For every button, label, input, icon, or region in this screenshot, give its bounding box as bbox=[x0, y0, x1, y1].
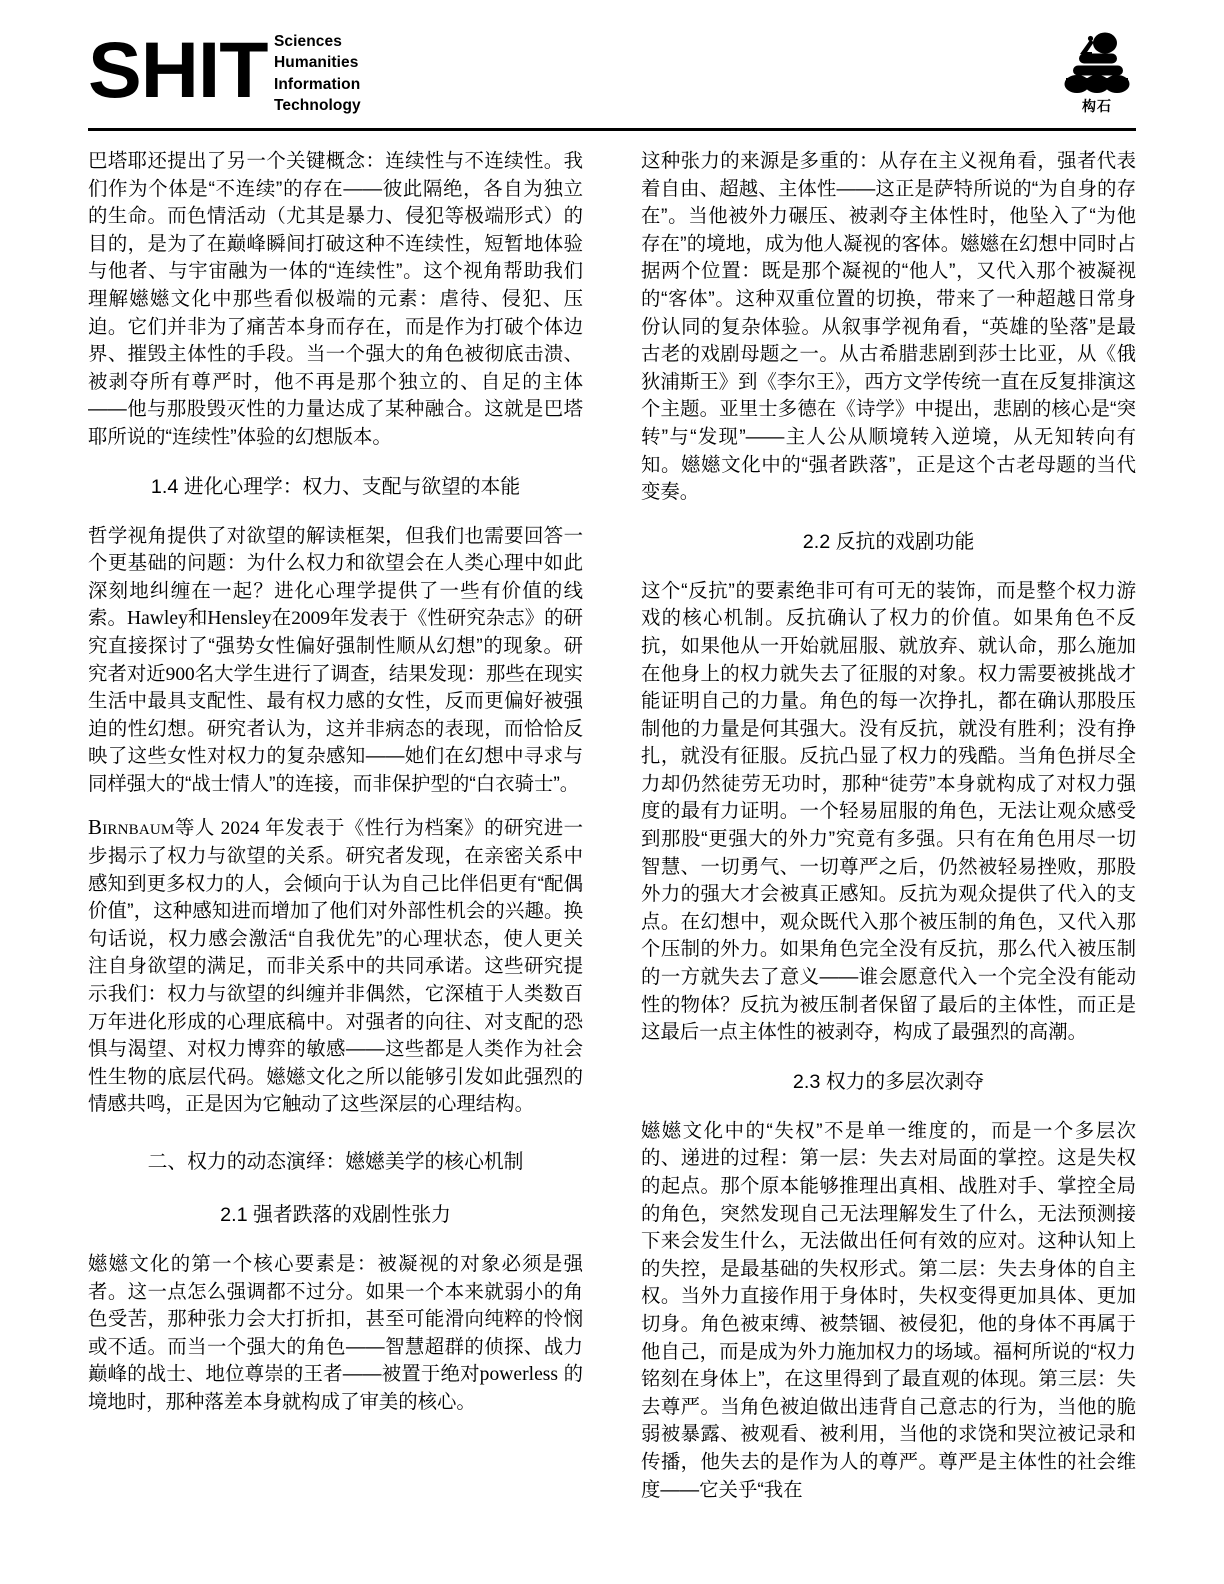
stone-cairn-icon bbox=[1058, 30, 1136, 94]
text-run: 年发表于《性行为档案》的研究进一步揭示了权力与欲望的关系。研究者发现，在亲密关系中感知到更多权力的人，会倾向于认为自己比伴侣更有“配偶价值”，这种感知进而增加了他们对外部性机会的兴趣。换句话说，权力感会激活“自我优先”的心理状态，使人更关注自身欲望的满足，而非关系中的共同承诺。这些研究提示我们：权力与欲望的纠缠并非偶然，它深植于人类数百万年进化形成的心理底稿中。对强者的向往、对支配的恐惧与渴望、对权力博弈的敏感——这些都是人类作为社会性生物的底层代码。嬨嬨文化之所以能够引发如此强烈的情感共鸣，正是因为它触动了这些深层的心理结构。 bbox=[88, 817, 584, 1116]
text-run: 年发表于《性研究杂志》的研究直接探讨了“强势女性偏好强制性顺从幻想”的现象。研究者对近 bbox=[88, 607, 584, 685]
publisher-name: 构石 bbox=[1082, 98, 1112, 114]
acronym-line-humanities: Humanities bbox=[273, 54, 359, 72]
citation-author-birnbaum: Birnbaum bbox=[88, 815, 175, 840]
acronym-line-technology: Technology bbox=[273, 97, 361, 115]
text-run: 哲学视角提供了对欲望的解读框架，但我们也需要回答一个更基础的问题：为什么权力和欲望会在人类心理中如此深刻地纠缠在一起？进化心理学提供了一些有价值的线索。 bbox=[88, 524, 583, 630]
paragraph-continuity: 巴塔耶还提出了另一个关键概念：连续性与不连续性。我们作为个体是“不连续”的存在——彼此隔绝，各自为独立的生命。而色情活动（尤其是暴力、侵犯等极端形式）的目的，是为了在巅峰瞬间打破这种不连续性，短暂地体验与他者、与宇宙融为一体的“连续性”。这个视角帮助我们理解嬨嬨文化中那些看似极端的元素：虐待、侵犯、压迫。它们并非为了痛苦本身而存在，而是作为打破个体边界、摧毁主体性的手段。当一个强大的角色被彻底击溃、被剥夺所有尊严时，他不再是那个独立的、自足的主体——他与那股毁灭性的力量达成了某种融合。这就是巴塔耶所说的“连续性”体验的幻想版本。 bbox=[88, 150, 583, 448]
paragraph-layered-deprivation: 嬨嬨文化中的“失权”不是单一维度的，而是一个多层次的、递进的过程：第一层：失去对局面的掌控。这是失权的起点。那个原本能够推理出真相、战胜对手、掌控全局的角色，突然发现自己无法理解发生了什么，无法预测接下来会发生什么，无法做出任何有效的应对。这种认知上的失控，是最基础的失权形式。第二层：失去身体的自主权。当外力直接作用于身体时，失权变得更加具体、更加切身。角色被束缚、被禁锢、被侵犯，他的身体不再属于他自己，而是成为外力施加权力的场域。福柯所说的“权力铭刻在身体上”，在这里得到了最直观的体现。第三层：失去尊严。当角色被迫做出违背自己意志的行为，当他的脆弱被暴露、被观看、被利用，当他的求饶和哭泣被记录和传播，他失去的是作为人的尊严。尊严是主体性的社会维度——它关乎“我在 bbox=[641, 1119, 1136, 1501]
text-run: 嬨嬨文化的第一个核心要素是：被凝视的对象必须是强者。这一点怎么强调都不过分。如果一个本来就弱小的角色受苦，那种张力会大打折扣，甚至可能滑向纯粹的怜悯或不适。而当一个强大的角色——智慧超群的侦探、战力巅峰的战士、地位尊崇的王者——被置于绝对 bbox=[88, 1253, 583, 1386]
heading-section-2: 二、权力的动态演绎：嬨嬨美学的核心机制 bbox=[147, 1151, 524, 1173]
heading-1-4: 1.4 进化心理学：权力、支配与欲望的本能 bbox=[150, 475, 521, 498]
citation-year-2024: 2024 bbox=[220, 818, 260, 840]
heading-2-2: 2.2 反抗的戏剧功能 bbox=[802, 530, 975, 553]
journal-acronym-expansion bbox=[274, 24, 361, 117]
article-body bbox=[88, 148, 1136, 1548]
publisher-logo bbox=[1058, 24, 1136, 116]
paragraph-birnbaum bbox=[88, 814, 583, 1119]
heading-2-1: 2.1 强者跌落的戏剧性张力 bbox=[220, 1204, 451, 1226]
paragraph-tension-sources: 这种张力的来源是多重的：从存在主义视角看，强者代表着自由、超越、主体性——这正是萨特所说的“为自身的存在”。当他被外力碾压、被剥夺主体性时，他坠入了“为他存在”的境地，成为他人凝视的客体。嬨嬨在幻想中同时占据两个位置：既是那个凝视的“他人”，又代入那个被凝视的“客体”。这种双重位置的切换，带来了一种超越日常身份认同的复杂体验。从叙事学视角看，“英雄的坠落”是最古老的戏剧母题之一。从古希腊悲剧到莎士比亚，从《俄狄浦斯王》到《李尔王》，西方文学传统一直在反复排演这个主题。亚里士多德在《诗学》中提出，悲剧的核心是“突转”与“发现”——主人公从顺境转入逆境，从无知转向有知。嬨嬨文化中的“强者跌落”，正是这个古老母题的当代变奏。 bbox=[641, 150, 1136, 504]
term-powerless: powerless bbox=[479, 1364, 559, 1386]
masthead bbox=[88, 24, 1136, 124]
acronym-line-information: Information bbox=[273, 75, 361, 93]
heading-2-3: 2.3 权力的多层次剥夺 bbox=[792, 1070, 985, 1093]
journal-wordmark: SHIT bbox=[88, 25, 268, 115]
paragraph-resistance-function: 这个“反抗”的要素绝非可有可无的装饰，而是整个权力游戏的核心机制。反抗确认了权力的价值。如果角色不反抗，如果他从一开始就屈服、就放弃、就认命，那么施加在他身上的权力就失去了征服的对象。权力需要被挑战才能证明自己的力量。角色的每一次挣扎，都在确认那股压制他的力量是何其强大。没有反抗，就没有胜利；没有挣扎，就没有征服。反抗凸显了权力的残酷。当角色拼尽全力却仍然徒劳无功时，那种“徒劳”本身就构成了对权力强度的最有力证明。一个轻易屈服的角色，无法让观众感受到那股“更强大的外力”究竟有多强。只有在角色用尽一切智慧、一切勇气、一切尊严之后，仍然被轻易挫败，那股外力的强大才会被真正感知。反抗为观众提供了代入的支点。在幻想中，观众既代入那个被压制的角色，又代入那个压制的外力。如果角色完全没有反抗，那么代入被压制的一方就失去了意义——谁会愿意代入一个完全没有能动性的物体？反抗为被压制者保留了最后的主体性，而正是这最后一点主体性的被剥夺，构成了最强烈的高潮。 bbox=[641, 579, 1136, 1044]
journal-logo bbox=[88, 24, 361, 117]
column-right bbox=[641, 148, 1136, 1548]
text-run: 和 bbox=[187, 607, 208, 630]
column-left bbox=[88, 148, 583, 1548]
sample-size-900: 900 bbox=[165, 663, 195, 685]
text-run: 等人 bbox=[174, 817, 215, 840]
citation-author-hensley: Hensley bbox=[207, 608, 272, 630]
paragraph-fallen-strong bbox=[88, 1251, 583, 1417]
header-divider bbox=[88, 128, 1136, 131]
text-run: 的境地时，那种落差本身就构成了审美的核心。 bbox=[88, 1363, 583, 1413]
text-run: 名大学生进行了调查，结果发现：那些在现实生活中最具支配性、最有权力感的女性，反而更偏好被强迫的性幻想。研究者认为，这并非病态的表现，而恰恰反映了这些女性对权力的复杂感知——她们在幻想中寻求与同样强大的“战士情人”的连接，而非保护型的“白衣骑士”。 bbox=[88, 662, 584, 795]
paragraph-evolutionary-psych bbox=[88, 523, 583, 799]
citation-year-2009: 2009 bbox=[291, 608, 330, 630]
citation-author-hawley: Hawley bbox=[126, 608, 188, 630]
text-run: 在 bbox=[271, 607, 292, 630]
acronym-line-sciences: Sciences bbox=[273, 33, 342, 50]
